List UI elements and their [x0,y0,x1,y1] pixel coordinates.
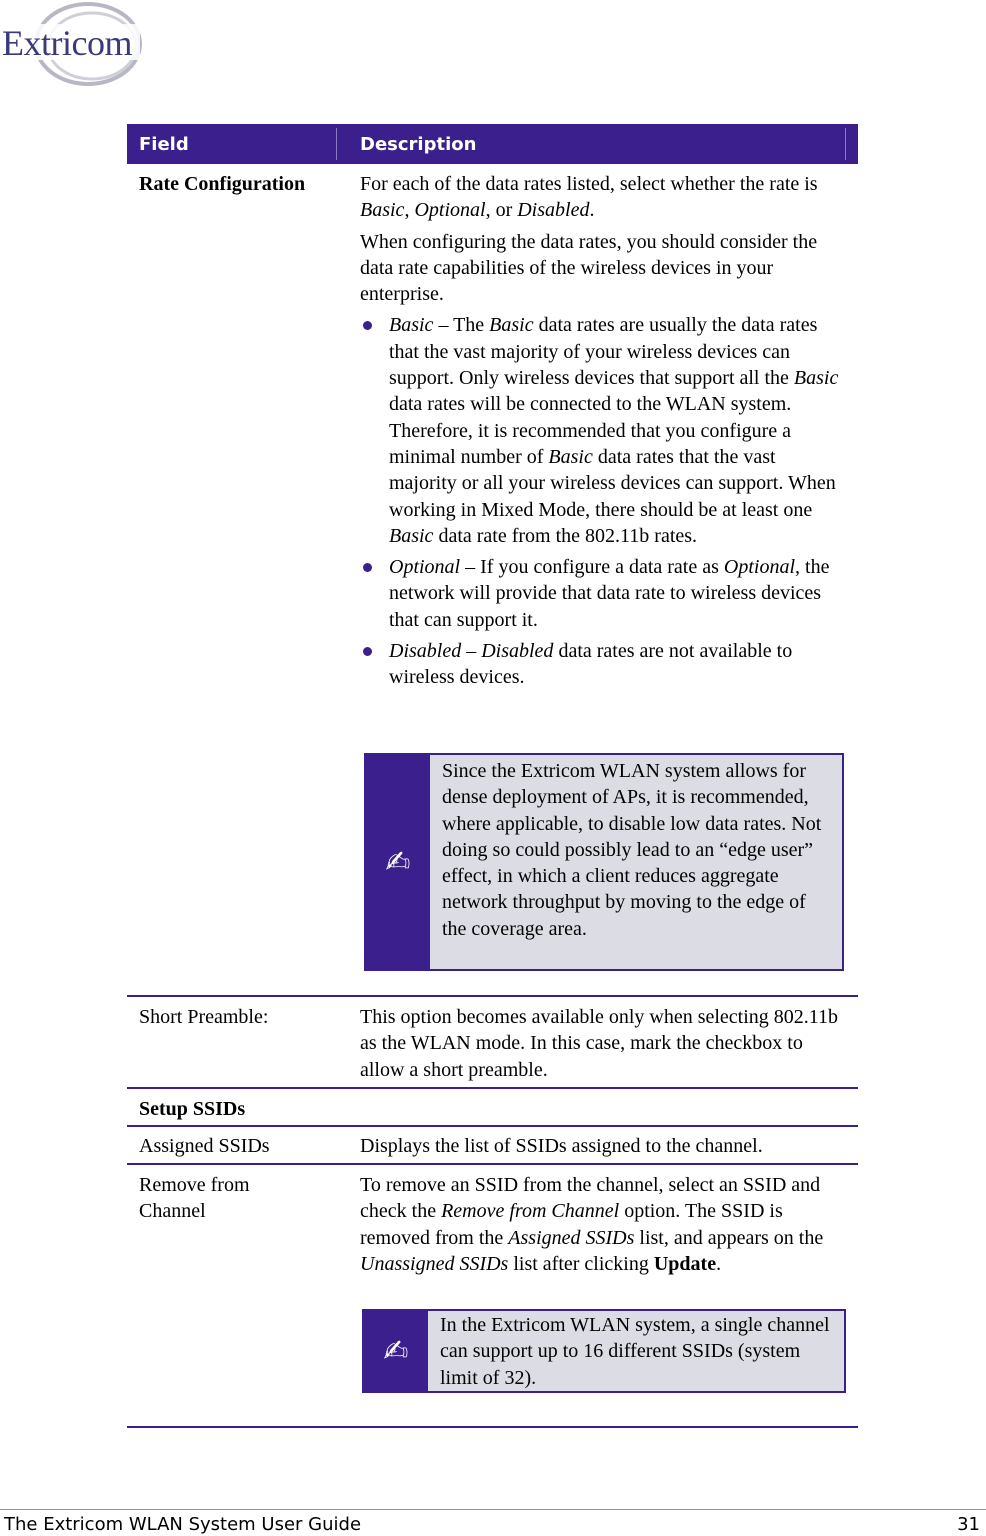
bullet-basic: Basic – The Basic data rates are usually the data rates that the vast majority of your wireless devices can support. Only wireless devices that support all the Basic data rates will be connected to the WLAN system. Therefore, it is recommended that you configure a minimal number of Basic data rates that the vast majority or all your wireless devices can support. When working in Mixed Mode, there should be at least one Basic data rate from the 802.11b rates. [360,312,840,549]
logo-text: Extricom [2,23,132,63]
pencil-note-icon: ✍ [364,1311,428,1391]
row-desc-assigned-ssids: Displays the list of SSIDs assigned to the channel. [360,1135,763,1157]
row-divider [127,1163,858,1165]
column-header-description: Description [360,134,477,155]
row-label-assigned-ssids: Assigned SSIDs [139,1135,270,1157]
table-header [127,124,858,164]
page-number: 31 [957,1514,980,1535]
row-divider [127,1125,858,1127]
note-box-ssid-limit [362,1309,846,1393]
bullet-icon [363,647,372,656]
row-desc-short-preamble: This option becomes available only when selecting 802.11b as the WLAN mode. In this case, mark the checkbox to allow a short preamble. [360,1006,839,1081]
section-label-setup-ssids: Setup SSIDs [139,1098,246,1120]
row-desc-rate-configuration: For each of the data rates listed, select whether the rate is Basic, Optional, or Disabled. When configuring the data rates, you should consider the data rate capabilities of the wireless devices in your enterprise. Basic – The Basic data rates are usually the data rates that the vast majority of your wireless devices can support. Only wireless devices that support all the Basic data rates will be connected to the WLAN system. Therefore, it is recommended that you configure a minimal number of Basic data rates that the vast majority or all your wireless devices can support. When working in Mixed Mode, there should be at least one Basic data rate from the 802.11b rates. Optional – If you configure a data rate as Optional, the network will provide that data rate to wireless devices that can support it. Disabled – Disabled data rates are not available to wireless devices. [360,171,840,696]
row-divider [127,995,858,997]
footer-rule [0,1509,986,1510]
note-text-ssid-limit: In the Extricom WLAN system, a single channel can support up to 16 different SSIDs (system limit of 32). [440,1314,830,1389]
table-bottom-rule [127,1426,858,1428]
bullet-icon [363,321,372,330]
footer-title: The Extricom WLAN System User Guide [4,1514,362,1535]
bullet-optional: Optional – If you configure a data rate as Optional, the network will provide that data rate to wireless devices that can support it. [360,554,840,633]
row-desc-remove-from-channel: To remove an SSID from the channel, select an SSID and check the Remove from Channel option. The SSID is removed from the Assigned SSIDs list, and appears on the Unassigned SSIDs list after clicking Update. [360,1174,824,1275]
row-label-short-preamble: Short Preamble: [139,1006,269,1028]
note-text-dense-deployment: Since the Extricom WLAN system allows for dense deployment of APs, it is recommended, where applicable, to disable low data rates. Not doing so could possibly lead to an “edge user” effect, in which a client reduces aggregate network throughput by moving to the edge of the coverage area. [442,760,822,940]
bullet-icon [363,563,372,572]
row-label-remove-from-channel: Remove from Channel [139,1174,250,1223]
column-header-field: Field [139,134,189,155]
pencil-note-icon: ✍ [366,755,430,969]
bullet-disabled: Disabled – Disabled data rates are not available to wireless devices. [360,638,840,691]
note-box-dense-deployment [364,753,844,971]
row-divider [127,1087,858,1089]
row-label-rate-configuration: Rate Configuration [139,173,306,195]
extricom-logo [0,0,145,95]
